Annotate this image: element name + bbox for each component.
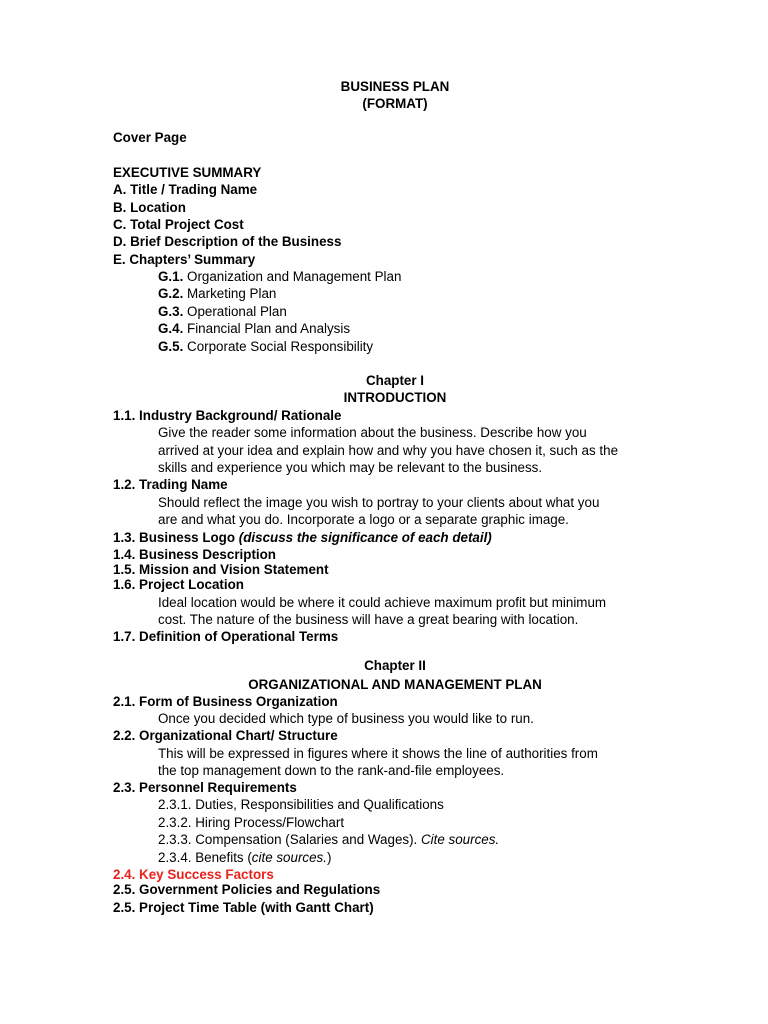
- subsection-text-end: ): [326, 850, 332, 865]
- summary-item: C. Total Project Cost: [113, 217, 244, 232]
- chapter-title: ORGANIZATIONAL AND MANAGEMENT PLAN: [248, 677, 542, 692]
- section-heading: 2.1. Form of Business Organization: [113, 694, 338, 709]
- cover-page-heading: Cover Page: [113, 130, 187, 145]
- subsection-note: Cite sources.: [421, 832, 500, 847]
- section-heading: 2.5. Project Time Table (with Gantt Chart): [113, 900, 374, 915]
- subsection-item: 2.3.2. Hiring Process/Flowchart: [158, 815, 345, 830]
- section-heading: 2.3. Personnel Requirements: [113, 780, 297, 795]
- section-description: skills and experience you which may be relevant to the business.: [158, 460, 543, 475]
- section-heading: 1.6. Project Location: [113, 577, 244, 592]
- summary-item: A. Title / Trading Name: [113, 182, 258, 197]
- section-description: are and what you do. Incorporate a logo or a separate graphic image.: [158, 512, 569, 527]
- chapter-summary-code: G.5.: [158, 339, 184, 354]
- section-description: This will be expressed in figures where it shows the line of authorities from: [158, 746, 598, 761]
- section-description: Ideal location would be where it could achieve maximum profit but minimum: [158, 595, 607, 610]
- section-heading-highlighted: 2.4. Key Success Factors: [113, 867, 274, 882]
- section-heading: [113, 530, 492, 546]
- chapter-summary-code: G.2.: [158, 286, 184, 301]
- section-heading: 1.2. Trading Name: [113, 477, 228, 492]
- chapter-summary-code: G.1.: [158, 269, 184, 284]
- section-description: Should reflect the image you wish to portray to your clients about what you: [158, 495, 600, 510]
- subsection-text: 2.3.4. Benefits (: [158, 850, 252, 865]
- subsection-note: cite sources.: [251, 850, 327, 865]
- section-heading: 1.7. Definition of Operational Terms: [113, 629, 339, 644]
- section-heading-text: 1.3. Business Logo: [113, 530, 239, 545]
- chapter-summary-item: [158, 269, 401, 285]
- section-description: the top management down to the rank-and-file employees.: [158, 763, 505, 778]
- section-heading: 1.5. Mission and Vision Statement: [113, 562, 329, 577]
- chapter-summary-label: Organization and Management Plan: [183, 269, 402, 284]
- chapter-title: INTRODUCTION: [343, 390, 447, 405]
- document-subtitle: (FORMAT): [362, 96, 428, 111]
- chapter-summary-item: [158, 321, 350, 337]
- section-heading: 1.1. Industry Background/ Rationale: [113, 408, 342, 423]
- chapter-summary-label: Operational Plan: [183, 304, 287, 319]
- document-title: BUSINESS PLAN: [340, 79, 450, 94]
- chapter-summary-item: [158, 304, 287, 320]
- chapter-number: Chapter II: [364, 658, 426, 673]
- chapter-number: Chapter I: [365, 373, 425, 388]
- subsection-item: [158, 832, 499, 848]
- subsection-text: 2.3.3. Compensation (Salaries and Wages).: [158, 832, 421, 847]
- chapter-summary-label: Corporate Social Responsibility: [183, 339, 374, 354]
- summary-item: B. Location: [113, 200, 186, 215]
- chapter-summary-label: Marketing Plan: [183, 286, 277, 301]
- summary-item: E. Chapters’ Summary: [113, 252, 256, 267]
- section-description: arrived at your idea and explain how and why you have chosen it, such as the: [158, 443, 619, 458]
- subsection-item: 2.3.1. Duties, Responsibilities and Qualifications: [158, 797, 444, 812]
- executive-summary-heading: EXECUTIVE SUMMARY: [113, 165, 262, 180]
- section-heading: 2.2. Organizational Chart/ Structure: [113, 728, 338, 743]
- chapter-summary-item: [158, 286, 276, 302]
- chapter-summary-code: G.4.: [158, 321, 184, 336]
- section-heading: 1.4. Business Description: [113, 547, 276, 562]
- chapter-summary-code: G.3.: [158, 304, 184, 319]
- summary-item: D. Brief Description of the Business: [113, 234, 342, 249]
- section-description: Give the reader some information about the business. Describe how you: [158, 425, 587, 440]
- section-description: cost. The nature of the business will have a great bearing with location.: [158, 612, 579, 627]
- section-description: Once you decided which type of business you would like to run.: [158, 711, 534, 726]
- section-heading: 2.5. Government Policies and Regulations: [113, 882, 381, 897]
- chapter-summary-item: [158, 339, 373, 355]
- subsection-item: [158, 850, 331, 866]
- chapter-summary-label: Financial Plan and Analysis: [183, 321, 351, 336]
- section-heading-note: (discuss the significance of each detail): [238, 530, 492, 545]
